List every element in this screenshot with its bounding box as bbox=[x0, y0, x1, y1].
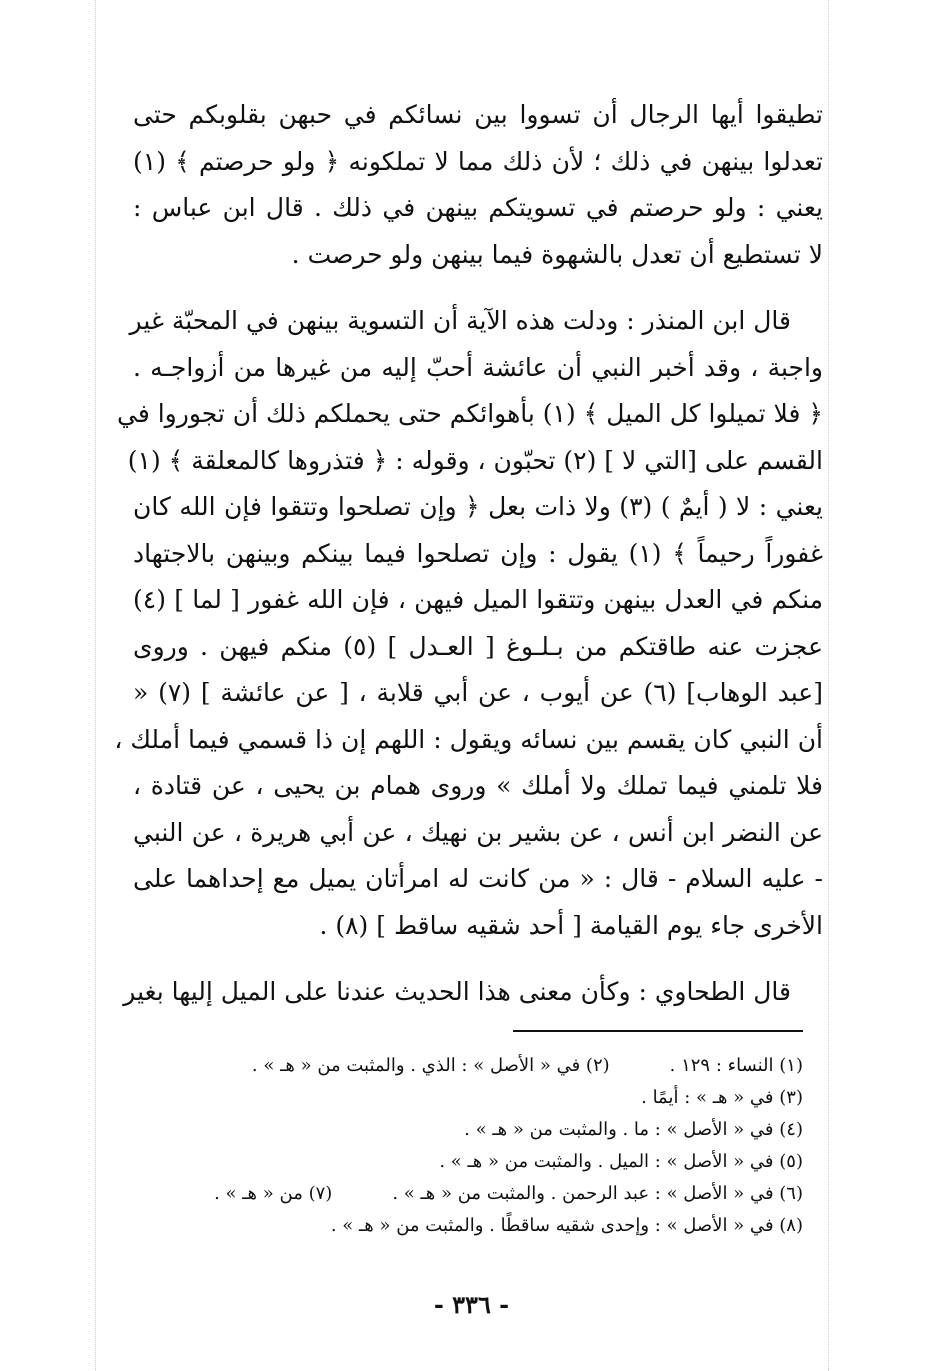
footnotes bbox=[123, 1050, 803, 1242]
text-line: - عليه السلام - قال : « من كانت له امرأتان يميل مع إحداهما على bbox=[133, 864, 823, 893]
text-line: يعني : ولو حرصتم في تسويتكم بينهن في ذلك . قال ابن عباس : bbox=[133, 193, 823, 222]
footnote-line bbox=[123, 1114, 803, 1146]
text-line: [عبد الوهاب] (٦) عن أيوب ، عن أبي قلابة ، [ عن عائشة ] (٧) « bbox=[133, 678, 823, 707]
text-line: ﴿ فلا تميلوا كل الميل ﴾ (١) بأهوائكم حتى يحملكم ذلك أن تجوروا في bbox=[117, 399, 823, 428]
text-line: الأخرى جاء يوم القيامة [ أحد شقيه ساقط ] (٨) . bbox=[319, 910, 823, 940]
footnote: (٦) في « الأصل » : عبد الرحمن . والمثبت من « هـ » . bbox=[392, 1183, 803, 1204]
footnote-line bbox=[123, 1178, 803, 1210]
text-line: عجزت عنه طاقتكم من بـلـوغ [ العـدل ] (٥) منكم فيهن . وروى bbox=[133, 631, 823, 661]
text-line: منكم في العدل بينهن وتتقوا الميل فيهن ، فإن الله غفور [ لما ] (٤) bbox=[133, 585, 823, 614]
main-text bbox=[114, 92, 823, 1016]
text-line: عن النضر ابن أنس ، عن بشير بن نهيك ، عن أبي هريرة ، عن النبي bbox=[133, 817, 823, 847]
footnote-line bbox=[123, 1210, 803, 1242]
paragraph-1 bbox=[133, 92, 823, 278]
text-line: قال ابن المنذر : ودلت هذه الآية أن التسوية بينهن في المحبّة غير bbox=[129, 306, 791, 335]
paragraph-2 bbox=[114, 298, 823, 949]
footnote-line bbox=[123, 1082, 803, 1114]
text-line: أن النبي كان يقسم بين نسائه ويقول : اللهم إن ذا قسمي فيما أملك ، bbox=[114, 724, 823, 754]
page-number: - ٣٣٦ - bbox=[433, 1290, 510, 1319]
footnote-line bbox=[123, 1146, 803, 1178]
footnote: (٨) في « الأصل » : وإحدى شقيه ساقطًا . والمثبت من « هـ » . bbox=[330, 1215, 803, 1236]
footnote: (٥) في « الأصل » : الميل . والمثبت من « هـ » . bbox=[439, 1151, 803, 1172]
footnote: (٤) في « الأصل » : ما . والمثبت من « هـ » . bbox=[464, 1119, 803, 1140]
text-line: واجبة ، وقد أخبر النبي أن عائشة أحبّ إليه من غيرها من أزواجـه . bbox=[133, 352, 823, 382]
text-line: غفوراً رحيماً ﴾ (١) يقول : وإن تصلحوا فيما بينكم وبينهن بالاجتهاد bbox=[133, 538, 823, 568]
text-line: تعدلوا بينهن في ذلك ؛ لأن ذلك مما لا تملكونه ﴿ ولو حرصتم ﴾ (١) bbox=[133, 146, 823, 176]
margin-guide-left bbox=[95, 0, 96, 1371]
text-line: يعني : لا ( أيمٌ ) (٣) ولا ذات بعل ﴿ وإن تصلحوا وتتقوا فإن الله كان bbox=[133, 492, 823, 521]
text-line: تطيقوا أيها الرجال أن تسووا بين نسائكم في حبهن بقلوبكم حتى bbox=[133, 100, 823, 129]
footnote: (٣) في « هـ » : أيمًا . bbox=[641, 1087, 803, 1108]
text-line: قال الطحاوي : وكأن معنى هذا الحديث عندنا على الميل إليها بغير bbox=[123, 977, 791, 1006]
text-line: فلا تلمني فيما تملك ولا أملك » وروى همام بن يحيى ، عن قتادة ، bbox=[133, 771, 823, 800]
footnote: (١) النساء : ١٢٩ . bbox=[669, 1055, 803, 1076]
footnote: (٢) في « الأصل » : الذي . والمثبت من « هـ » . bbox=[251, 1055, 610, 1076]
paragraph-3 bbox=[123, 969, 823, 1016]
footnote-divider bbox=[513, 1030, 803, 1032]
margin-guide-right bbox=[828, 0, 829, 1371]
footnote-line bbox=[123, 1050, 803, 1082]
text-line: القسم على [التي لا ] (٢) تحبّون ، وقوله : ﴿ فتذروها كالمعلقة ﴾ (١) bbox=[127, 445, 823, 475]
text-line: لا تستطيع أن تعدل بالشهوة فيما بينهن ولو حرصت . bbox=[291, 239, 823, 269]
footnote: (٧) من « هـ » . bbox=[214, 1183, 333, 1204]
